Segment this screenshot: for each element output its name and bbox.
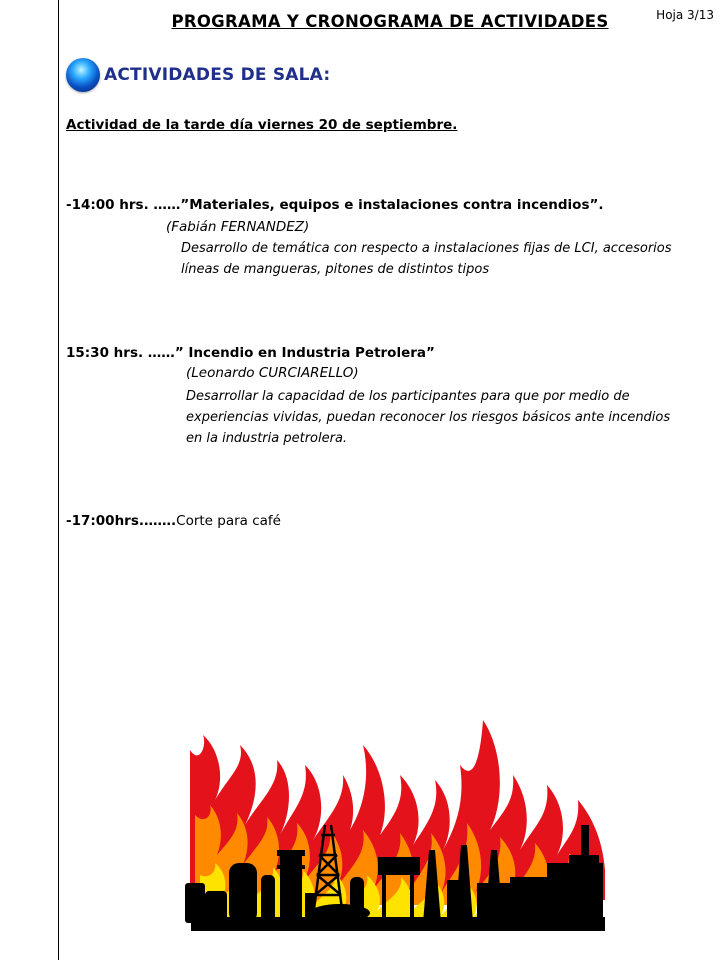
description-line: Desarrollar la capacidad de los participantes para que por medio de — [186, 389, 630, 404]
activity-time: 15:30 hrs. …… — [66, 345, 175, 361]
activity-topic: ”Materiales, equipos e instalaciones contra incendios”. — [180, 197, 604, 213]
activity-1-speaker: (Fabián FERNANDEZ) — [166, 219, 310, 235]
left-margin-rule — [58, 0, 59, 960]
activity-1-description — [181, 238, 672, 280]
activity-topic: Corte para café — [176, 513, 281, 529]
activity-time: -17:00hrs.……. — [66, 513, 177, 529]
activity-1-line — [66, 197, 603, 213]
schedule-subtitle: Actividad de la tarde día viernes 20 de septiembre. — [66, 117, 458, 133]
blue-orb-bullet-icon — [66, 58, 100, 92]
page-title: PROGRAMA Y CRONOGRAMA DE ACTIVIDADES — [171, 12, 609, 31]
description-line: Desarrollo de temática con respecto a instalaciones fijas de LCI, accesorios — [181, 241, 672, 256]
industrial-fire-illustration-icon — [185, 705, 610, 933]
activity-2-description — [186, 386, 670, 449]
activity-2-line — [66, 345, 435, 361]
activity-topic: ” Incendio en Industria Petrolera” — [174, 345, 435, 361]
activity-3-line — [66, 513, 281, 529]
activity-time: -14:00 hrs. …… — [66, 197, 181, 213]
description-line: en la industria petrolera. — [186, 431, 348, 446]
section-heading — [66, 58, 330, 92]
section-title: ACTIVIDADES DE SALA: — [104, 65, 331, 85]
sheet-number: Hoja 3/13 — [656, 8, 714, 22]
activity-2-speaker: (Leonardo CURCIARELLO) — [186, 365, 359, 381]
description-line: experiencias vividas, puedan reconocer los riesgos básicos ante incendios — [186, 410, 671, 425]
description-line: líneas de mangueras, pitones de distintos tipos — [181, 262, 490, 277]
